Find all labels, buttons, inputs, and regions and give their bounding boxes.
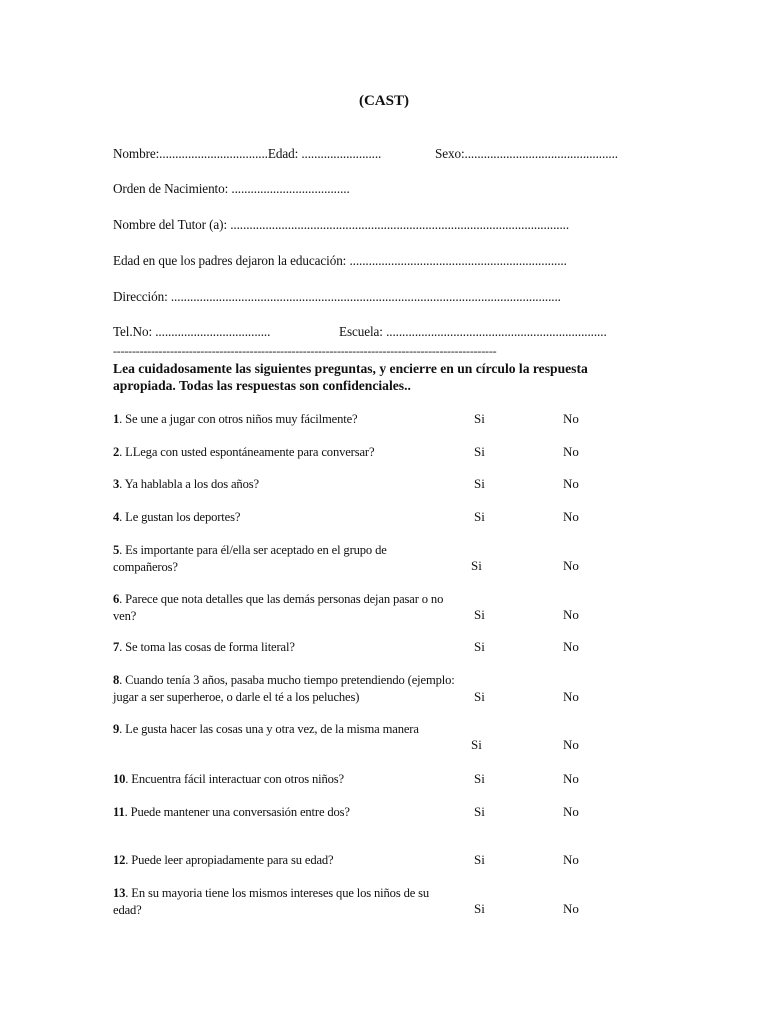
answer-no: No xyxy=(563,852,579,867)
answer-si: Si xyxy=(471,558,482,573)
question-item xyxy=(113,721,453,738)
answer-si: Si xyxy=(474,689,485,704)
question-number: 5 xyxy=(113,543,120,557)
question-item xyxy=(113,411,453,428)
question-text: . Es importante para él/ella ser aceptado en el grupo de compañeros? xyxy=(113,543,387,574)
question-item xyxy=(113,444,453,461)
question-item xyxy=(113,476,453,493)
answer-no: No xyxy=(563,771,579,786)
question-item xyxy=(113,542,453,575)
document-title: (CAST) xyxy=(358,93,409,109)
question-text: . Se une a jugar con otros niños muy fácilmente? xyxy=(119,412,358,426)
answer-si: Si xyxy=(474,639,485,654)
answer-si: Si xyxy=(474,444,485,459)
question-item xyxy=(113,804,453,821)
field-edad-padres: Edad en que los padres dejaron la educación: .................................................................... xyxy=(113,253,567,268)
question-text: . Se toma las cosas de forma literal? xyxy=(119,640,295,654)
answer-no: No xyxy=(563,607,579,622)
answer-no: No xyxy=(563,639,579,654)
question-text: . Cuando tenía 3 años, pasaba mucho tiempo pretendiendo (ejemplo: jugar a ser superheroe, o darle el té a los peluches) xyxy=(113,673,455,704)
question-item xyxy=(113,672,463,705)
question-text: . Le gustan los deportes? xyxy=(119,510,241,524)
question-text: . Le gusta hacer las cosas una y otra vez, de la misma manera xyxy=(119,722,419,736)
question-text: . LLega con usted espontáneamente para conversar? xyxy=(119,445,375,459)
field-nombre-edad: Nombre:..................................Edad: ......................... xyxy=(113,146,382,161)
question-number: 11 xyxy=(113,805,125,819)
field-escuela: Escuela: ..................................................................... xyxy=(339,324,607,339)
question-item xyxy=(113,771,453,788)
field-sexo: Sexo:................................................ xyxy=(435,146,618,161)
answer-no: No xyxy=(563,689,579,704)
answer-no: No xyxy=(563,444,579,459)
instructions: Lea cuidadosamente las siguientes preguntas, y encierre en un círculo la respuesta apropiada. Todas las respuestas son confidenciales.. xyxy=(113,361,588,393)
question-number: 7 xyxy=(113,640,120,654)
question-number: 12 xyxy=(113,853,126,867)
question-item xyxy=(113,509,453,526)
question-item xyxy=(113,639,453,656)
question-item xyxy=(113,852,453,869)
answer-no: No xyxy=(563,411,579,426)
answer-no: No xyxy=(563,737,579,752)
question-number: 2 xyxy=(113,445,120,459)
field-orden-nacimiento: Orden de Nacimiento: ..................................... xyxy=(113,181,350,196)
separator-line: ----------------------------------------------------------------------------------------------------- xyxy=(113,344,497,358)
answer-no: No xyxy=(563,476,579,491)
question-text: . Ya hablabla a los dos años? xyxy=(119,477,259,491)
answer-si: Si xyxy=(474,411,485,426)
question-number: 13 xyxy=(113,886,126,900)
question-number: 6 xyxy=(113,592,120,606)
question-number: 9 xyxy=(113,722,120,736)
answer-si: Si xyxy=(474,771,485,786)
answer-si: Si xyxy=(474,901,485,916)
question-text: . Encuentra fácil interactuar con otros niños? xyxy=(125,772,344,786)
question-item xyxy=(113,591,453,624)
question-item xyxy=(113,885,453,918)
answer-si: Si xyxy=(471,737,482,752)
answer-no: No xyxy=(563,509,579,524)
answer-no: No xyxy=(563,804,579,819)
answer-si: Si xyxy=(474,509,485,524)
question-number: 1 xyxy=(113,412,120,426)
field-tel: Tel.No: .................................... xyxy=(113,324,271,339)
question-text: . Parece que nota detalles que las demás personas dejan pasar o no ven? xyxy=(113,592,444,623)
answer-si: Si xyxy=(474,476,485,491)
answer-no: No xyxy=(563,901,579,916)
answer-si: Si xyxy=(474,804,485,819)
question-number: 8 xyxy=(113,673,120,687)
question-number: 10 xyxy=(113,772,126,786)
question-text: . Puede mantener una conversasión entre dos? xyxy=(124,805,350,819)
answer-no: No xyxy=(563,558,579,573)
question-text: . Puede leer apropiadamente para su edad? xyxy=(125,853,334,867)
field-direccion: Dirección: .......................................................................................................................... xyxy=(113,289,561,304)
question-text: . En su mayoria tiene los mismos intereses que los niños de su edad? xyxy=(113,886,430,917)
question-number: 3 xyxy=(113,477,120,491)
question-number: 4 xyxy=(113,510,120,524)
answer-si: Si xyxy=(474,607,485,622)
answer-si: Si xyxy=(474,852,485,867)
field-nombre-tutor: Nombre del Tutor (a): .......................................................................................................... xyxy=(113,217,570,232)
